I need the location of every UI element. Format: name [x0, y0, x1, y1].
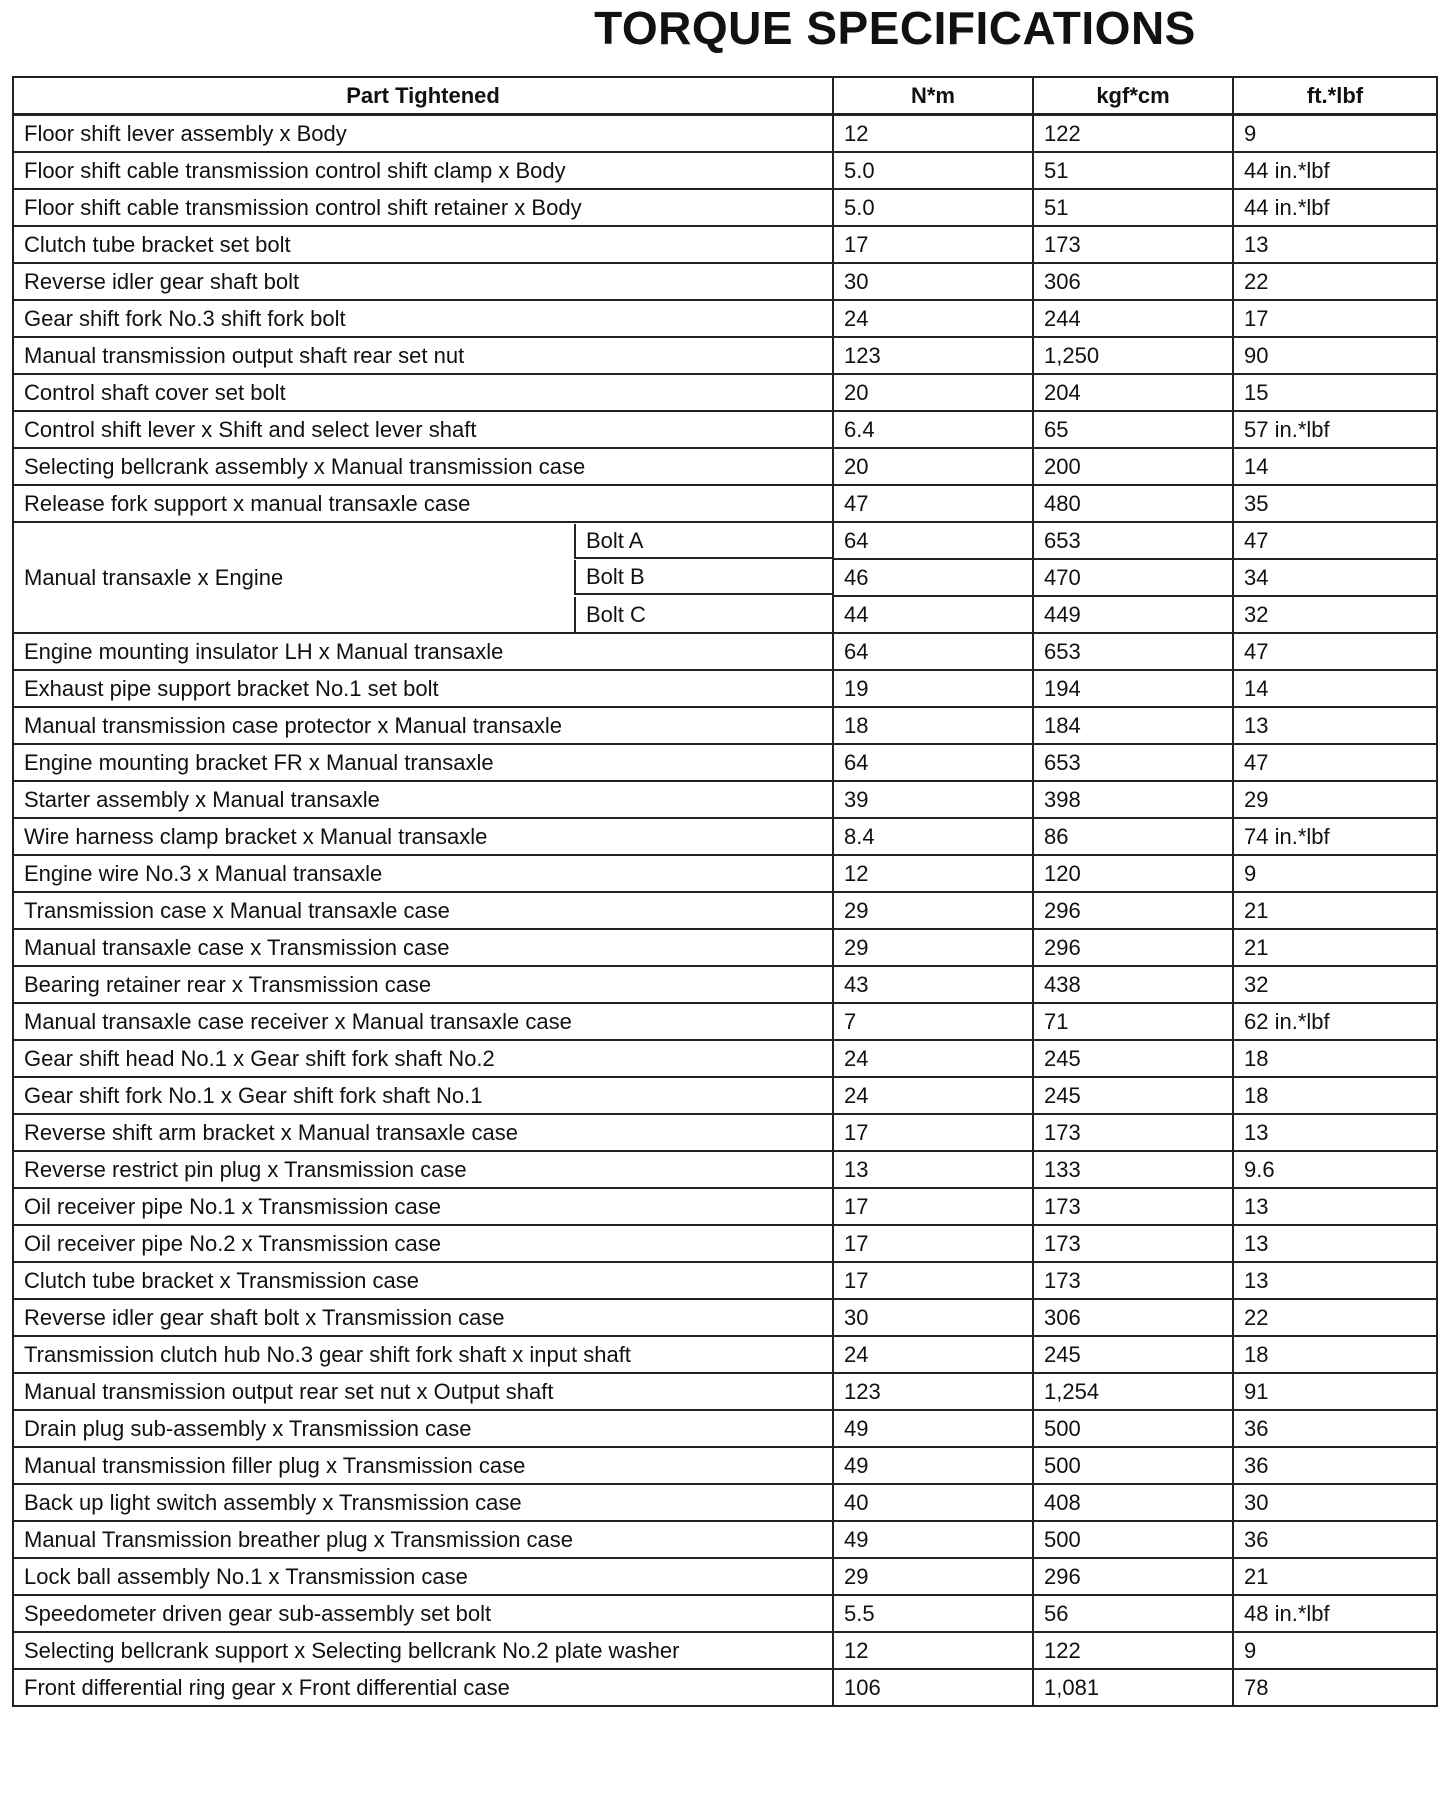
ft-lbf-cell: 18: [1233, 1336, 1437, 1373]
table-row: [13, 1003, 1437, 1040]
part-tightened-cell: Transmission case x Manual transaxle case: [13, 892, 833, 929]
bolt-label: Bolt C: [586, 601, 646, 627]
part-tightened-cell: Bearing retainer rear x Transmission case: [13, 966, 833, 1003]
nm-cell: 123: [833, 1373, 1033, 1410]
nm-cell: 29: [833, 892, 1033, 929]
torque-spec-table: [12, 76, 1438, 1707]
table-row: [13, 670, 1437, 707]
ft-lbf-cell: 32: [1233, 966, 1437, 1003]
table-row-grouped: [13, 522, 1437, 559]
table-row-grouped: [13, 596, 1437, 633]
part-tightened-cell: Oil receiver pipe No.1 x Transmission case: [13, 1188, 833, 1225]
kgf-cm-cell: 306: [1033, 263, 1233, 300]
ft-lbf-cell: 22: [1233, 1299, 1437, 1336]
kgf-cm-cell: 470: [1033, 559, 1233, 596]
ft-lbf-cell: 44 in.*lbf: [1233, 152, 1437, 189]
nm-cell: 17: [833, 1225, 1033, 1262]
nm-cell: 30: [833, 1299, 1033, 1336]
table-row: [13, 1336, 1437, 1373]
part-tightened-cell: Selecting bellcrank assembly x Manual transmission case: [13, 448, 833, 485]
table-row: [13, 1410, 1437, 1447]
part-tightened-cell: [13, 559, 833, 596]
part-tightened-cell: Floor shift cable transmission control shift clamp x Body: [13, 152, 833, 189]
kgf-cm-cell: 306: [1033, 1299, 1233, 1336]
kgf-cm-cell: 120: [1033, 855, 1233, 892]
part-tightened-cell: Manual transmission output rear set nut x Output shaft: [13, 1373, 833, 1410]
nm-cell: 49: [833, 1447, 1033, 1484]
table-row: [13, 263, 1437, 300]
nm-cell: 64: [833, 522, 1033, 559]
ft-lbf-cell: 78: [1233, 1669, 1437, 1706]
part-tightened-cell: [13, 522, 833, 559]
part-tightened-cell: Manual transmission filler plug x Transmission case: [13, 1447, 833, 1484]
part-tightened-cell: Wire harness clamp bracket x Manual transaxle: [13, 818, 833, 855]
part-tightened-cell: Floor shift cable transmission control shift retainer x Body: [13, 189, 833, 226]
part-tightened-cell: Back up light switch assembly x Transmission case: [13, 1484, 833, 1521]
table-row: [13, 1299, 1437, 1336]
ft-lbf-cell: 18: [1233, 1040, 1437, 1077]
kgf-cm-cell: 500: [1033, 1447, 1233, 1484]
table-row: [13, 1669, 1437, 1706]
ft-lbf-cell: 21: [1233, 1558, 1437, 1595]
ft-lbf-cell: 47: [1233, 744, 1437, 781]
nm-cell: 5.0: [833, 152, 1033, 189]
ft-lbf-cell: 62 in.*lbf: [1233, 1003, 1437, 1040]
table-body-top: [13, 115, 1437, 523]
bolt-label: Bolt A: [576, 524, 832, 559]
kgf-cm-cell: 173: [1033, 1262, 1233, 1299]
nm-cell: 29: [833, 1558, 1033, 1595]
ft-lbf-cell: 13: [1233, 1262, 1437, 1299]
nm-cell: 40: [833, 1484, 1033, 1521]
nm-cell: 20: [833, 448, 1033, 485]
grouped-part-spacer: [14, 524, 576, 559]
ft-lbf-cell: 21: [1233, 892, 1437, 929]
kgf-cm-cell: 500: [1033, 1521, 1233, 1558]
kgf-cm-cell: 500: [1033, 1410, 1233, 1447]
table-row: [13, 1225, 1437, 1262]
ft-lbf-cell: 13: [1233, 1188, 1437, 1225]
part-tightened-cell: Speedometer driven gear sub-assembly set bolt: [13, 1595, 833, 1632]
ft-lbf-cell: 9: [1233, 855, 1437, 892]
part-tightened-cell: Selecting bellcrank support x Selecting bellcrank No.2 plate washer: [13, 1632, 833, 1669]
ft-lbf-cell: 9: [1233, 1632, 1437, 1669]
part-tightened-cell: Gear shift fork No.3 shift fork bolt: [13, 300, 833, 337]
table-header: [13, 77, 1437, 115]
ft-lbf-cell: 90: [1233, 337, 1437, 374]
ft-lbf-cell: 34: [1233, 559, 1437, 596]
nm-cell: 6.4: [833, 411, 1033, 448]
table-row-grouped: [13, 559, 1437, 596]
table-row: [13, 448, 1437, 485]
ft-lbf-cell: 14: [1233, 670, 1437, 707]
nm-cell: 12: [833, 115, 1033, 153]
table-row: [13, 781, 1437, 818]
ft-lbf-cell: 36: [1233, 1447, 1437, 1484]
table-row: [13, 374, 1437, 411]
table-row: [13, 1595, 1437, 1632]
kgf-cm-cell: 200: [1033, 448, 1233, 485]
kgf-cm-cell: 173: [1033, 1188, 1233, 1225]
ft-lbf-cell: 30: [1233, 1484, 1437, 1521]
part-tightened-cell: [13, 596, 833, 633]
kgf-cm-cell: 449: [1033, 596, 1233, 633]
nm-cell: 123: [833, 337, 1033, 374]
grouped-part-spacer: [14, 597, 576, 632]
part-tightened-cell: Reverse idler gear shaft bolt: [13, 263, 833, 300]
table-row: [13, 707, 1437, 744]
nm-cell: 17: [833, 1188, 1033, 1225]
nm-cell: 46: [833, 559, 1033, 596]
table-row: [13, 1262, 1437, 1299]
ft-lbf-cell: 14: [1233, 448, 1437, 485]
table-row: [13, 1077, 1437, 1114]
kgf-cm-cell: 1,250: [1033, 337, 1233, 374]
table-row: [13, 1632, 1437, 1669]
kgf-cm-cell: 244: [1033, 300, 1233, 337]
part-tightened-cell: Manual Transmission breather plug x Transmission case: [13, 1521, 833, 1558]
nm-cell: 24: [833, 300, 1033, 337]
ft-lbf-cell: 17: [1233, 300, 1437, 337]
kgf-cm-cell: 1,254: [1033, 1373, 1233, 1410]
nm-cell: 24: [833, 1040, 1033, 1077]
kgf-cm-cell: 245: [1033, 1040, 1233, 1077]
nm-cell: 5.5: [833, 1595, 1033, 1632]
kgf-cm-cell: 56: [1033, 1595, 1233, 1632]
ft-lbf-cell: 9: [1233, 115, 1437, 153]
ft-lbf-cell: 74 in.*lbf: [1233, 818, 1437, 855]
kgf-cm-cell: 480: [1033, 485, 1233, 522]
nm-cell: 20: [833, 374, 1033, 411]
nm-cell: 43: [833, 966, 1033, 1003]
nm-cell: 44: [833, 596, 1033, 633]
table-row: [13, 929, 1437, 966]
kgf-cm-cell: 653: [1033, 744, 1233, 781]
nm-cell: 64: [833, 744, 1033, 781]
part-tightened-cell: Front differential ring gear x Front differential case: [13, 1669, 833, 1706]
ft-lbf-cell: 36: [1233, 1521, 1437, 1558]
part-tightened-cell: Reverse shift arm bracket x Manual transaxle case: [13, 1114, 833, 1151]
table-row: [13, 818, 1437, 855]
part-tightened-cell: Exhaust pipe support bracket No.1 set bolt: [13, 670, 833, 707]
table-row: [13, 1188, 1437, 1225]
ft-lbf-cell: 22: [1233, 263, 1437, 300]
kgf-cm-cell: 653: [1033, 633, 1233, 670]
table-body-bottom: [13, 633, 1437, 1706]
ft-lbf-cell: 13: [1233, 226, 1437, 263]
ft-lbf-cell: 21: [1233, 929, 1437, 966]
table-row: [13, 1373, 1437, 1410]
table-row: [13, 892, 1437, 929]
part-tightened-cell: Gear shift head No.1 x Gear shift fork shaft No.2: [13, 1040, 833, 1077]
ft-lbf-cell: 48 in.*lbf: [1233, 1595, 1437, 1632]
kgf-cm-cell: 51: [1033, 152, 1233, 189]
table-row: [13, 337, 1437, 374]
nm-cell: 17: [833, 1114, 1033, 1151]
table-row: [13, 1484, 1437, 1521]
header-nm: N*m: [833, 77, 1033, 115]
kgf-cm-cell: 86: [1033, 818, 1233, 855]
kgf-cm-cell: 398: [1033, 781, 1233, 818]
nm-cell: 13: [833, 1151, 1033, 1188]
part-tightened-cell: Transmission clutch hub No.3 gear shift fork shaft x input shaft: [13, 1336, 833, 1373]
header-ft-lbf: ft.*lbf: [1233, 77, 1437, 115]
nm-cell: 12: [833, 1632, 1033, 1669]
part-tightened-cell: Manual transaxle case receiver x Manual transaxle case: [13, 1003, 833, 1040]
part-tightened-cell: Control shift lever x Shift and select lever shaft: [13, 411, 833, 448]
ft-lbf-cell: 47: [1233, 633, 1437, 670]
nm-cell: 29: [833, 929, 1033, 966]
part-tightened-cell: Clutch tube bracket set bolt: [13, 226, 833, 263]
ft-lbf-cell: 35: [1233, 485, 1437, 522]
table-row: [13, 633, 1437, 670]
nm-cell: 47: [833, 485, 1033, 522]
ft-lbf-cell: 44 in.*lbf: [1233, 189, 1437, 226]
table-row: [13, 115, 1437, 153]
nm-cell: 30: [833, 263, 1033, 300]
table-row: [13, 152, 1437, 189]
ft-lbf-cell: 9.6: [1233, 1151, 1437, 1188]
kgf-cm-cell: 438: [1033, 966, 1233, 1003]
grouped-part-label: Manual transaxle x Engine: [14, 560, 576, 595]
kgf-cm-cell: 71: [1033, 1003, 1233, 1040]
kgf-cm-cell: 184: [1033, 707, 1233, 744]
nm-cell: 12: [833, 855, 1033, 892]
kgf-cm-cell: 194: [1033, 670, 1233, 707]
part-tightened-cell: Reverse restrict pin plug x Transmission case: [13, 1151, 833, 1188]
nm-cell: 49: [833, 1410, 1033, 1447]
header-kgf-cm: kgf*cm: [1033, 77, 1233, 115]
table-row: [13, 189, 1437, 226]
kgf-cm-cell: 1,081: [1033, 1669, 1233, 1706]
part-tightened-cell: Manual transmission output shaft rear set nut: [13, 337, 833, 374]
table-row: [13, 744, 1437, 781]
kgf-cm-cell: 653: [1033, 522, 1233, 559]
table-row: [13, 411, 1437, 448]
kgf-cm-cell: 65: [1033, 411, 1233, 448]
part-tightened-cell: Reverse idler gear shaft bolt x Transmission case: [13, 1299, 833, 1336]
ft-lbf-cell: 36: [1233, 1410, 1437, 1447]
nm-cell: 49: [833, 1521, 1033, 1558]
table-row: [13, 855, 1437, 892]
nm-cell: 17: [833, 226, 1033, 263]
nm-cell: 106: [833, 1669, 1033, 1706]
kgf-cm-cell: 173: [1033, 1114, 1233, 1151]
table-row: [13, 226, 1437, 263]
nm-cell: 39: [833, 781, 1033, 818]
table-row: [13, 1447, 1437, 1484]
kgf-cm-cell: 245: [1033, 1077, 1233, 1114]
ft-lbf-cell: 15: [1233, 374, 1437, 411]
table-body-grouped: [13, 522, 1437, 633]
part-tightened-cell: Manual transmission case protector x Manual transaxle: [13, 707, 833, 744]
part-tightened-cell: Drain plug sub-assembly x Transmission case: [13, 1410, 833, 1447]
part-tightened-cell: Engine mounting insulator LH x Manual transaxle: [13, 633, 833, 670]
kgf-cm-cell: 408: [1033, 1484, 1233, 1521]
nm-cell: 8.4: [833, 818, 1033, 855]
part-tightened-cell: Oil receiver pipe No.2 x Transmission case: [13, 1225, 833, 1262]
kgf-cm-cell: 122: [1033, 115, 1233, 153]
ft-lbf-cell: 13: [1233, 707, 1437, 744]
ft-lbf-cell: 91: [1233, 1373, 1437, 1410]
part-tightened-cell: Starter assembly x Manual transaxle: [13, 781, 833, 818]
kgf-cm-cell: 296: [1033, 929, 1233, 966]
ft-lbf-cell: 13: [1233, 1114, 1437, 1151]
ft-lbf-cell: 18: [1233, 1077, 1437, 1114]
part-tightened-cell: Engine mounting bracket FR x Manual transaxle: [13, 744, 833, 781]
ft-lbf-cell: 13: [1233, 1225, 1437, 1262]
header-part-tightened: Part Tightened: [13, 77, 833, 115]
table-row: [13, 1521, 1437, 1558]
ft-lbf-cell: 57 in.*lbf: [1233, 411, 1437, 448]
kgf-cm-cell: 173: [1033, 226, 1233, 263]
ft-lbf-cell: 29: [1233, 781, 1437, 818]
nm-cell: 24: [833, 1077, 1033, 1114]
part-tightened-cell: Control shaft cover set bolt: [13, 374, 833, 411]
kgf-cm-cell: 296: [1033, 892, 1233, 929]
nm-cell: 64: [833, 633, 1033, 670]
kgf-cm-cell: 51: [1033, 189, 1233, 226]
nm-cell: 19: [833, 670, 1033, 707]
kgf-cm-cell: 133: [1033, 1151, 1233, 1188]
part-tightened-cell: Release fork support x manual transaxle case: [13, 485, 833, 522]
part-tightened-cell: Manual transaxle case x Transmission case: [13, 929, 833, 966]
nm-cell: 17: [833, 1262, 1033, 1299]
part-tightened-cell: Floor shift lever assembly x Body: [13, 115, 833, 153]
ft-lbf-cell: 47: [1233, 522, 1437, 559]
part-tightened-cell: Lock ball assembly No.1 x Transmission case: [13, 1558, 833, 1595]
nm-cell: 24: [833, 1336, 1033, 1373]
table-row: [13, 1114, 1437, 1151]
table-row: [13, 1558, 1437, 1595]
nm-cell: 7: [833, 1003, 1033, 1040]
table-row: [13, 300, 1437, 337]
nm-cell: 18: [833, 707, 1033, 744]
kgf-cm-cell: 204: [1033, 374, 1233, 411]
nm-cell: 5.0: [833, 189, 1033, 226]
part-tightened-cell: Engine wire No.3 x Manual transaxle: [13, 855, 833, 892]
part-tightened-cell: Gear shift fork No.1 x Gear shift fork shaft No.1: [13, 1077, 833, 1114]
header-row: [13, 77, 1437, 115]
page-title: TORQUE SPECIFICATIONS: [594, 2, 1196, 54]
table-row: [13, 485, 1437, 522]
kgf-cm-cell: 173: [1033, 1225, 1233, 1262]
table-row: [13, 966, 1437, 1003]
ft-lbf-cell: 32: [1233, 596, 1437, 633]
kgf-cm-cell: 245: [1033, 1336, 1233, 1373]
kgf-cm-cell: 122: [1033, 1632, 1233, 1669]
part-tightened-cell: Clutch tube bracket x Transmission case: [13, 1262, 833, 1299]
table-row: [13, 1151, 1437, 1188]
bolt-label: Bolt B: [576, 560, 832, 595]
kgf-cm-cell: 296: [1033, 1558, 1233, 1595]
table-row: [13, 1040, 1437, 1077]
